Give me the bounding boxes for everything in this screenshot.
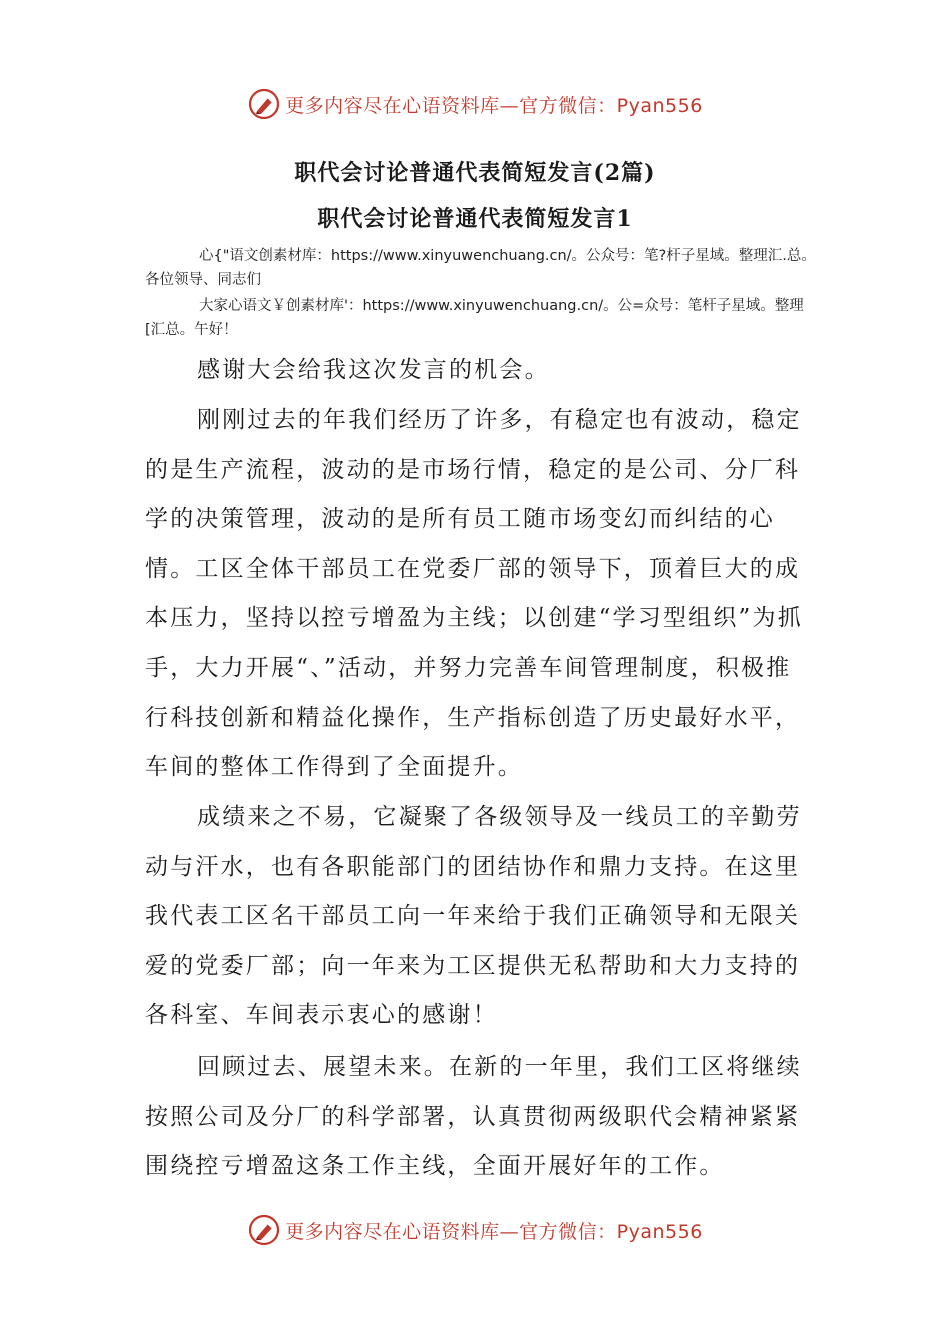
- banner-text: [285, 1217, 703, 1244]
- header-banner: [0, 84, 950, 124]
- banner-brand: Pyan556: [616, 1220, 703, 1243]
- body-paragraph: 成绩来之不易，它凝聚了各级领导及一线员工的辛勤劳动与汗水，也有各职能部门的团结协作和鼎力支持。在这里我代表工区名干部员工向一年来给于我们正确领导和无限关爱的党委厂部；向一年来为工区提供无私帮助和大力支持的各科室、车间表示衷心的感谢！: [145, 804, 802, 1029]
- pen-nib-logo-icon: [247, 1213, 281, 1247]
- body-paragraph: 感谢大会给我这次发言的机会。: [197, 357, 550, 383]
- banner-label: 更多内容尽在心语资料库—官方微信：: [285, 94, 617, 117]
- document-subtitle: 职代会讨论普通代表简短发言1: [317, 206, 633, 232]
- body-paragraph: 刚刚过去的年我们经历了许多，有稳定也有波动，稳定的是生产流程，波动的是市场行情，稳定的是公司、分厂科学的决策管理，波动的是所有员工随市场变幻而纠结的心情。工区全体干部员工在党委厂部的领导下，顶着巨大的成本压力，坚持以控亏增盈为主线；以创建“学习型组织”为抓手，大力开展“、”活动，并努力完善车间管理制度，积极推行科技创新和精益化操作，生产指标创造了历史最好水平，车间的整体工作得到了全面提升。: [145, 407, 803, 781]
- banner-text: [285, 91, 703, 118]
- footer-banner: [0, 1210, 950, 1250]
- source-notice-2: 大家心语文￥创素材库'：https://www.xinyuwenchuang.cn/。公=众号：笔杆子星域。整理[汇总。午好！: [145, 298, 804, 338]
- source-notice-1: 心{"语文创素材库：https://www.xinyuwenchuang.cn/。公众号：笔?杆子星域。整理汇.总。各位领导、同志们: [145, 248, 816, 288]
- body-paragraph: 回顾过去、展望未来。在新的一年里，我们工区将继续按照公司及分厂的科学部署，认真贯彻两级职代会精神紧紧围绕控亏增盈这条工作主线，全面开展好年的工作。: [145, 1054, 802, 1180]
- document-title: 职代会讨论普通代表简短发言(2篇): [294, 160, 656, 186]
- pen-nib-logo-icon: [247, 87, 281, 121]
- banner-label: 更多内容尽在心语资料库—官方微信：: [285, 1220, 617, 1243]
- banner-brand: Pyan556: [616, 94, 703, 117]
